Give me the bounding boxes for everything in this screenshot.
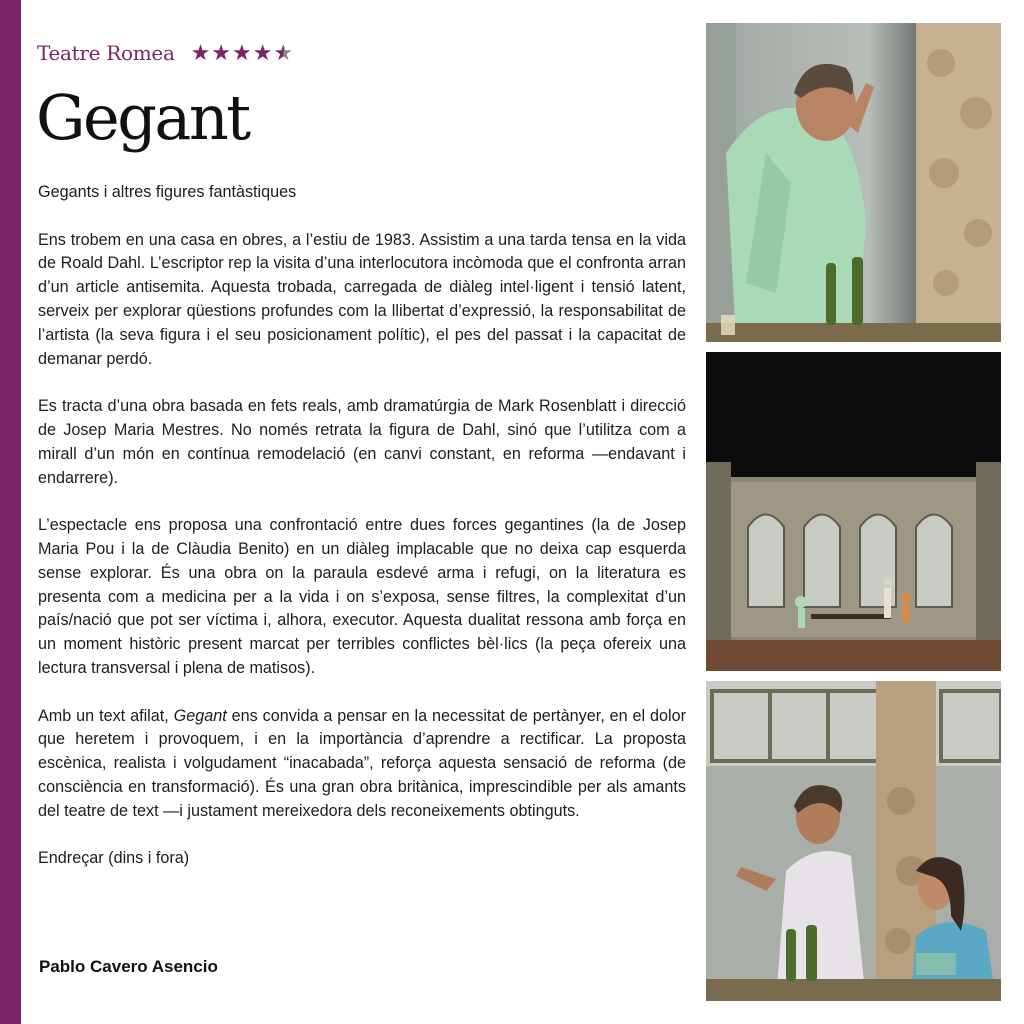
paragraph: L’espectacle ens proposa una confrontació entre dues forces gegantines (la de Josep Maria Pou i la de Clàudia Benito) en un diàleg implacable que no deixa cap esquerda sense explorar. És una obra on la paraula esdevé arma i refugi, on la literatura es presenta com a medicina per a la vida i on s’exposa, sense filtres, la complexitat d’un país/nació que pot ser víctima i, alhora, executor. Aquesta dualitat ressona amb força en un moment històric present marcat per terribles conflictes bèl·lics (la peça ofereix una lectura transversal i plena de matisos).: [38, 516, 686, 677]
paragraph: Ens trobem en una casa en obres, a l’estiu de 1983. Assistim a una tarda tensa en la vida de Roald Dahl. L’escriptor rep la visita d’una interlocutora incòmoda que el confronta arran d’un article antisemita. Aquesta trobada, carregada de diàleg intel·ligent i tensió latent, serveix per explorar qüestions profundes com la llibertat d’expressió, la responsabilitat de l’artista (la seva figura i el seu posicionament polític), el pes del passat i la capacitat de demanar perdó.: [38, 230, 686, 368]
author-name: Pablo Cavero Asencio: [39, 957, 218, 976]
closing-rest: ens convida a pensar en la necessitat de pertànyer, en el dolor que heretem i provoquem, i en la importància d’aprendre a rectificar. La proposta escènica, realista i volgudament “inacabada”, reforça aquesta sensació de reforma (de consciència en transformació). És una gran obra britànica, imprescindible per als amants del teatre de text —i justament mereixedora dels reconeixements obtinguts.: [38, 706, 686, 820]
review-body: [38, 181, 686, 895]
sign-off: Endreçar (dins i fora): [38, 849, 190, 868]
accent-side-bar: [0, 0, 21, 1024]
review-header: [37, 38, 293, 68]
star-icon: ★: [232, 40, 252, 65]
star-icon: ★: [190, 40, 211, 65]
star-rating: [191, 42, 294, 64]
closing-paragraph: [38, 705, 686, 824]
stage-wide-shot-photo: [706, 352, 1001, 671]
star-icon: ★: [211, 40, 232, 65]
old-man-at-table-photo: [706, 23, 1001, 342]
play-title: Gegant: [36, 81, 249, 154]
man-and-woman-dialogue-photo: [706, 681, 1001, 1001]
star-icon: ★: [252, 40, 273, 65]
venue-name: Teatre Romea: [37, 41, 175, 65]
paragraph: Es tracta d’una obra basada en fets reals, amb dramatúrgia de Mark Rosenblatt i direcció de Josep Maria Mestres. No només retrata la figura de Dahl, sinó que l’utilitza com a mirall d’un món en contínua remodelació (en canvi constant, en reforma —endavant i endarrere).: [38, 397, 686, 487]
subtitle: Gegants i altres figures fantàstiques: [38, 183, 297, 201]
star-icon: ★: [273, 40, 294, 65]
closing-title-italic: Gegant: [173, 706, 227, 725]
closing-lead: Amb un text afilat,: [38, 706, 174, 725]
